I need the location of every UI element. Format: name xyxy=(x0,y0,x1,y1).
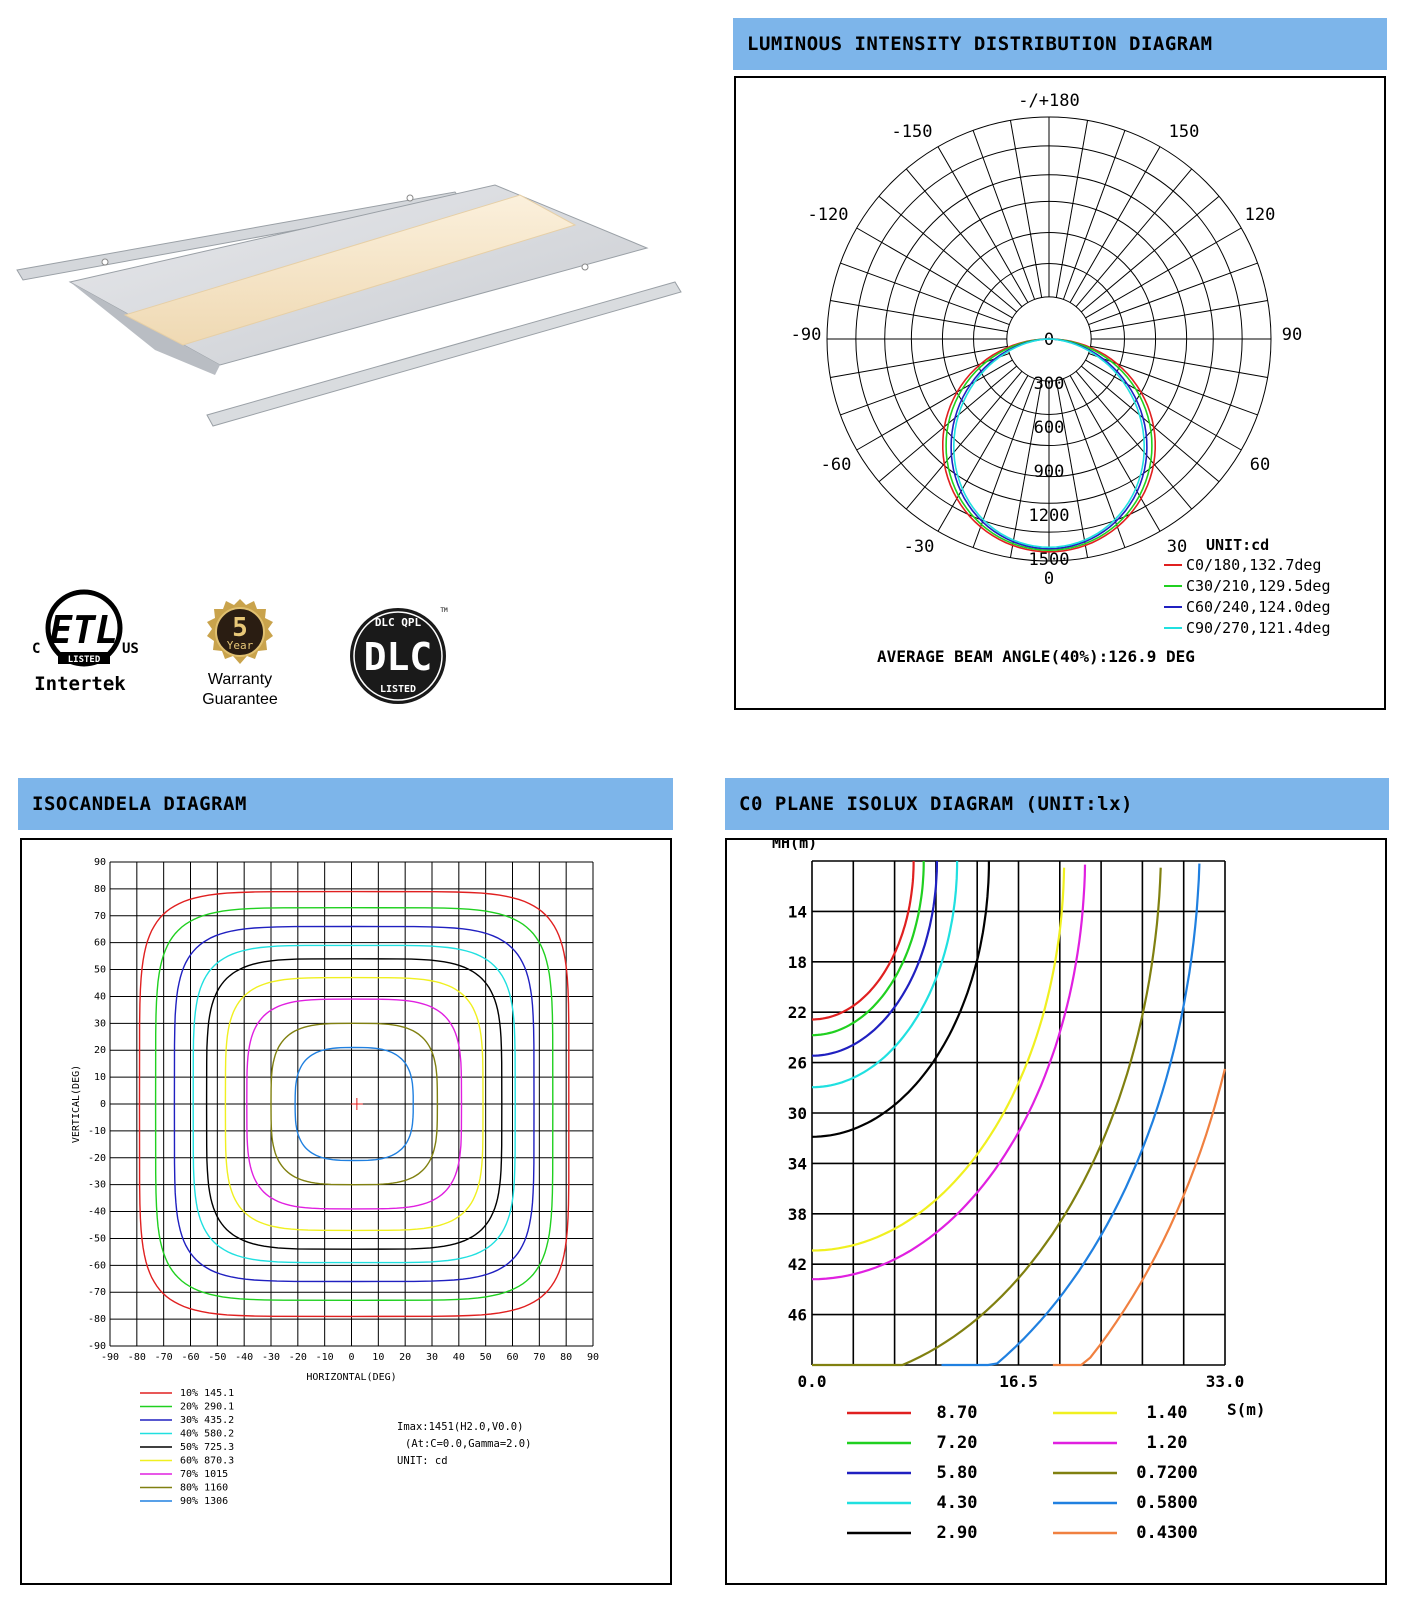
iso-xtick-label: -20 xyxy=(288,1352,307,1363)
iso-ytick-label: -70 xyxy=(87,1287,106,1299)
isolux-legend-label-0: 8.70 xyxy=(936,1403,978,1423)
polar-angle-label: -60 xyxy=(820,455,852,475)
isolux-legend-label-4: 2.90 xyxy=(936,1523,978,1543)
iso-header-text: ISOCANDELA DIAGRAM xyxy=(32,793,247,815)
isolux-xlabel: S(m) xyxy=(1227,1400,1266,1419)
iso-legend-label-2: 30% 435.2 xyxy=(180,1415,235,1426)
polar-spoke xyxy=(1086,228,1242,318)
isolux-legend-label-7: 0.7200 xyxy=(1136,1463,1198,1483)
iso-xlabel: HORIZONTAL(DEG) xyxy=(306,1372,397,1383)
polar-spoke xyxy=(1086,360,1242,450)
isolux-legend-label-2: 5.80 xyxy=(936,1463,978,1483)
iso-header xyxy=(18,778,673,830)
isolux-xtick-label: 16.5 xyxy=(999,1372,1038,1391)
iso-note-line-2: UNIT: cd xyxy=(397,1455,448,1467)
svg-text:TM: TM xyxy=(440,607,448,614)
polar-chart xyxy=(736,78,1384,708)
iso-ytick-label: -80 xyxy=(87,1314,106,1326)
isolux-grid xyxy=(812,861,1225,1365)
isolux-ytick-label: 22 xyxy=(787,1003,807,1023)
polar-spoke xyxy=(879,196,1017,312)
polar-angle-label: 150 xyxy=(1168,122,1200,142)
lid-frame xyxy=(734,76,1386,710)
isolux-ylabel: MH(m) xyxy=(772,840,818,852)
iso-xtick-label: 10 xyxy=(372,1352,385,1363)
polar-spoke xyxy=(1089,263,1258,325)
polar-radial-label: 300 xyxy=(1033,374,1065,394)
polar-angle-label: -90 xyxy=(790,325,822,345)
isolux-header xyxy=(725,778,1389,830)
isolux-legend-label-9: 0.4300 xyxy=(1136,1523,1198,1543)
isolux-ytick-label: 30 xyxy=(787,1104,807,1123)
warranty-seal-icon xyxy=(205,598,275,668)
etl-listed-logo xyxy=(28,588,148,700)
isolux-ytick-label: 18 xyxy=(787,952,807,972)
isocandela-chart xyxy=(22,840,670,1583)
polar-footer: AVERAGE BEAM ANGLE(40%):126.9 DEG xyxy=(877,647,1195,666)
iso-ytick-label: -20 xyxy=(87,1152,106,1164)
isolux-contour-8 xyxy=(942,864,1200,1365)
iso-legend-label-3: 40% 580.2 xyxy=(180,1428,235,1440)
polar-legend-label-1: C30/210,129.5deg xyxy=(1186,577,1331,595)
iso-xtick-label: -70 xyxy=(154,1352,173,1363)
iso-ytick-label: -40 xyxy=(87,1206,106,1218)
polar-angle-label: 30 xyxy=(1166,537,1188,557)
polar-radial-label: 1500 xyxy=(1028,550,1070,570)
svg-text:US: US xyxy=(122,641,139,657)
iso-xtick-label: 20 xyxy=(399,1352,412,1363)
lid-header-text: LUMINOUS INTENSITY DISTRIBUTION DIAGRAM xyxy=(747,33,1213,55)
iso-legend-label-4: 50% 725.3 xyxy=(180,1442,235,1453)
polar-spoke xyxy=(906,169,1022,307)
svg-text:ETL: ETL xyxy=(49,608,119,652)
lid-header xyxy=(733,18,1387,70)
svg-text:Intertek: Intertek xyxy=(34,673,126,695)
polar-angle-label: -120 xyxy=(807,205,849,225)
polar-spoke xyxy=(857,360,1013,450)
polar-angle-label: -30 xyxy=(903,537,935,557)
iso-xtick-label: -30 xyxy=(261,1352,281,1363)
iso-xtick-label: -40 xyxy=(235,1352,254,1363)
isolux-legend-label-1: 7.20 xyxy=(936,1433,978,1453)
iso-ytick-label: -90 xyxy=(87,1341,106,1352)
iso-xtick-label: 80 xyxy=(560,1352,573,1363)
polar-spoke xyxy=(938,147,1028,303)
isolux-legend-label-8: 0.5800 xyxy=(1136,1493,1198,1513)
iso-xtick-label: -50 xyxy=(208,1352,227,1363)
isolux-legend-label-6: 1.20 xyxy=(1146,1433,1188,1453)
isolux-xtick-label: 0.0 xyxy=(797,1372,827,1391)
isolux-contour-0 xyxy=(812,861,914,1020)
isolux-contour-1 xyxy=(812,861,924,1035)
iso-legend-label-5: 60% 870.3 xyxy=(180,1455,235,1467)
iso-xtick-label: -80 xyxy=(127,1352,146,1363)
isolux-xtick-label: 33.0 xyxy=(1205,1372,1245,1391)
isolux-ytick-label: 38 xyxy=(787,1204,807,1224)
isolux-ytick-label: 42 xyxy=(787,1255,807,1275)
iso-ytick-label: 30 xyxy=(93,1018,106,1030)
polar-legend-label-2: C60/240,124.0deg xyxy=(1186,598,1331,616)
iso-ytick-label: -30 xyxy=(87,1179,106,1191)
isolux-legend-label-5: 1.40 xyxy=(1146,1403,1188,1423)
iso-note-line-0: Imax:1451(H2.0,V0.0) xyxy=(397,1421,524,1433)
iso-legend-label-1: 20% 290.1 xyxy=(180,1401,235,1413)
polar-spoke xyxy=(840,263,1009,325)
polar-angle-label: 90 xyxy=(1281,325,1303,345)
product-image xyxy=(15,180,705,440)
polar-legend-label-3: C90/270,121.4deg xyxy=(1186,619,1331,637)
iso-ytick-label: 60 xyxy=(93,937,106,949)
svg-text:DLC: DLC xyxy=(363,635,433,679)
svg-text:LISTED: LISTED xyxy=(67,655,101,665)
iso-note-line-1: (At:C=0.0,Gamma=2.0) xyxy=(405,1438,532,1450)
svg-text:LISTED: LISTED xyxy=(379,684,417,695)
iso-ytick-label: -50 xyxy=(87,1233,106,1245)
svg-text:5: 5 xyxy=(232,613,248,643)
polar-spoke xyxy=(1070,147,1160,303)
polar-spoke xyxy=(1089,353,1258,415)
iso-xtick-label: 90 xyxy=(586,1352,600,1363)
polar-spoke xyxy=(840,353,1009,415)
polar-legend-label-0: C0/180,132.7deg xyxy=(1186,556,1322,574)
polar-spoke xyxy=(1081,196,1219,312)
iso-legend-label-8: 90% 1306 xyxy=(180,1496,229,1507)
iso-frame xyxy=(20,838,672,1585)
isolux-contour-7 xyxy=(812,868,1161,1365)
polar-angle-label: 0 xyxy=(1043,569,1055,589)
polar-spoke xyxy=(973,130,1035,299)
isolux-header-text: C0 PLANE ISOLUX DIAGRAM (UNIT:lx) xyxy=(739,793,1133,815)
iso-xtick-label: 0 xyxy=(348,1352,355,1363)
iso-ytick-label: 80 xyxy=(93,883,106,895)
warranty-line1: Warranty xyxy=(207,671,273,688)
polar-spoke xyxy=(857,228,1013,318)
iso-xtick-label: 60 xyxy=(506,1352,519,1363)
svg-text:C: C xyxy=(32,641,41,657)
polar-angle-label: -150 xyxy=(891,122,933,142)
svg-text:Year: Year xyxy=(226,639,254,652)
polar-spoke xyxy=(1076,371,1192,509)
polar-radial-label: 0 xyxy=(1043,330,1055,350)
iso-xtick-label: -90 xyxy=(100,1352,120,1363)
isolux-ytick-label: 34 xyxy=(787,1154,807,1174)
iso-ylabel: VERTICAL(DEG) xyxy=(71,1064,82,1144)
polar-spoke xyxy=(906,371,1022,509)
iso-ytick-label: 10 xyxy=(93,1072,106,1084)
polar-angle-label: 120 xyxy=(1244,205,1276,225)
dlc-qpl-logo xyxy=(348,604,452,708)
isolux-ytick-label: 46 xyxy=(787,1305,807,1325)
polar-unit-label: UNIT:cd xyxy=(1206,536,1270,554)
iso-xtick-label: -60 xyxy=(181,1352,200,1363)
iso-legend-label-6: 70% 1015 xyxy=(180,1469,229,1480)
iso-ytick-label: 90 xyxy=(93,857,106,868)
polar-radial-label: 1200 xyxy=(1028,506,1070,526)
polar-radial-label: 900 xyxy=(1033,462,1065,482)
iso-legend-label-7: 80% 1160 xyxy=(180,1482,229,1494)
iso-xtick-label: 30 xyxy=(425,1352,439,1363)
isolux-frame xyxy=(725,838,1387,1585)
isolux-legend-label-3: 4.30 xyxy=(936,1493,978,1513)
isolux-ytick-label: 26 xyxy=(787,1053,807,1073)
polar-angle-label: -/+180 xyxy=(1018,91,1080,111)
svg-text:DLC QPL: DLC QPL xyxy=(374,616,422,629)
isolux-chart xyxy=(727,840,1385,1583)
iso-xtick-label: 40 xyxy=(452,1352,465,1363)
isolux-contour-5 xyxy=(812,868,1064,1251)
iso-xtick-label: -10 xyxy=(315,1352,334,1363)
iso-xtick-label: 70 xyxy=(533,1352,546,1363)
polar-radial-label: 600 xyxy=(1033,418,1065,438)
warranty-line2: Guarantee xyxy=(202,691,278,708)
iso-ytick-label: 40 xyxy=(93,991,106,1003)
iso-ytick-label: 20 xyxy=(93,1045,106,1057)
warranty-caption xyxy=(185,670,295,710)
isolux-ytick-label: 14 xyxy=(787,902,807,922)
iso-ytick-label: 0 xyxy=(99,1099,106,1110)
iso-ytick-label: -10 xyxy=(87,1125,106,1137)
isolux-contour-2 xyxy=(812,861,937,1056)
iso-ytick-label: -60 xyxy=(87,1260,106,1272)
iso-legend-label-0: 10% 145.1 xyxy=(180,1388,235,1399)
iso-ytick-label: 70 xyxy=(93,910,106,922)
polar-angle-label: 60 xyxy=(1249,455,1271,475)
polar-spoke xyxy=(1063,130,1125,299)
polar-spoke xyxy=(1076,169,1192,307)
iso-xtick-label: 50 xyxy=(479,1352,492,1363)
iso-ytick-label: 50 xyxy=(93,964,106,976)
